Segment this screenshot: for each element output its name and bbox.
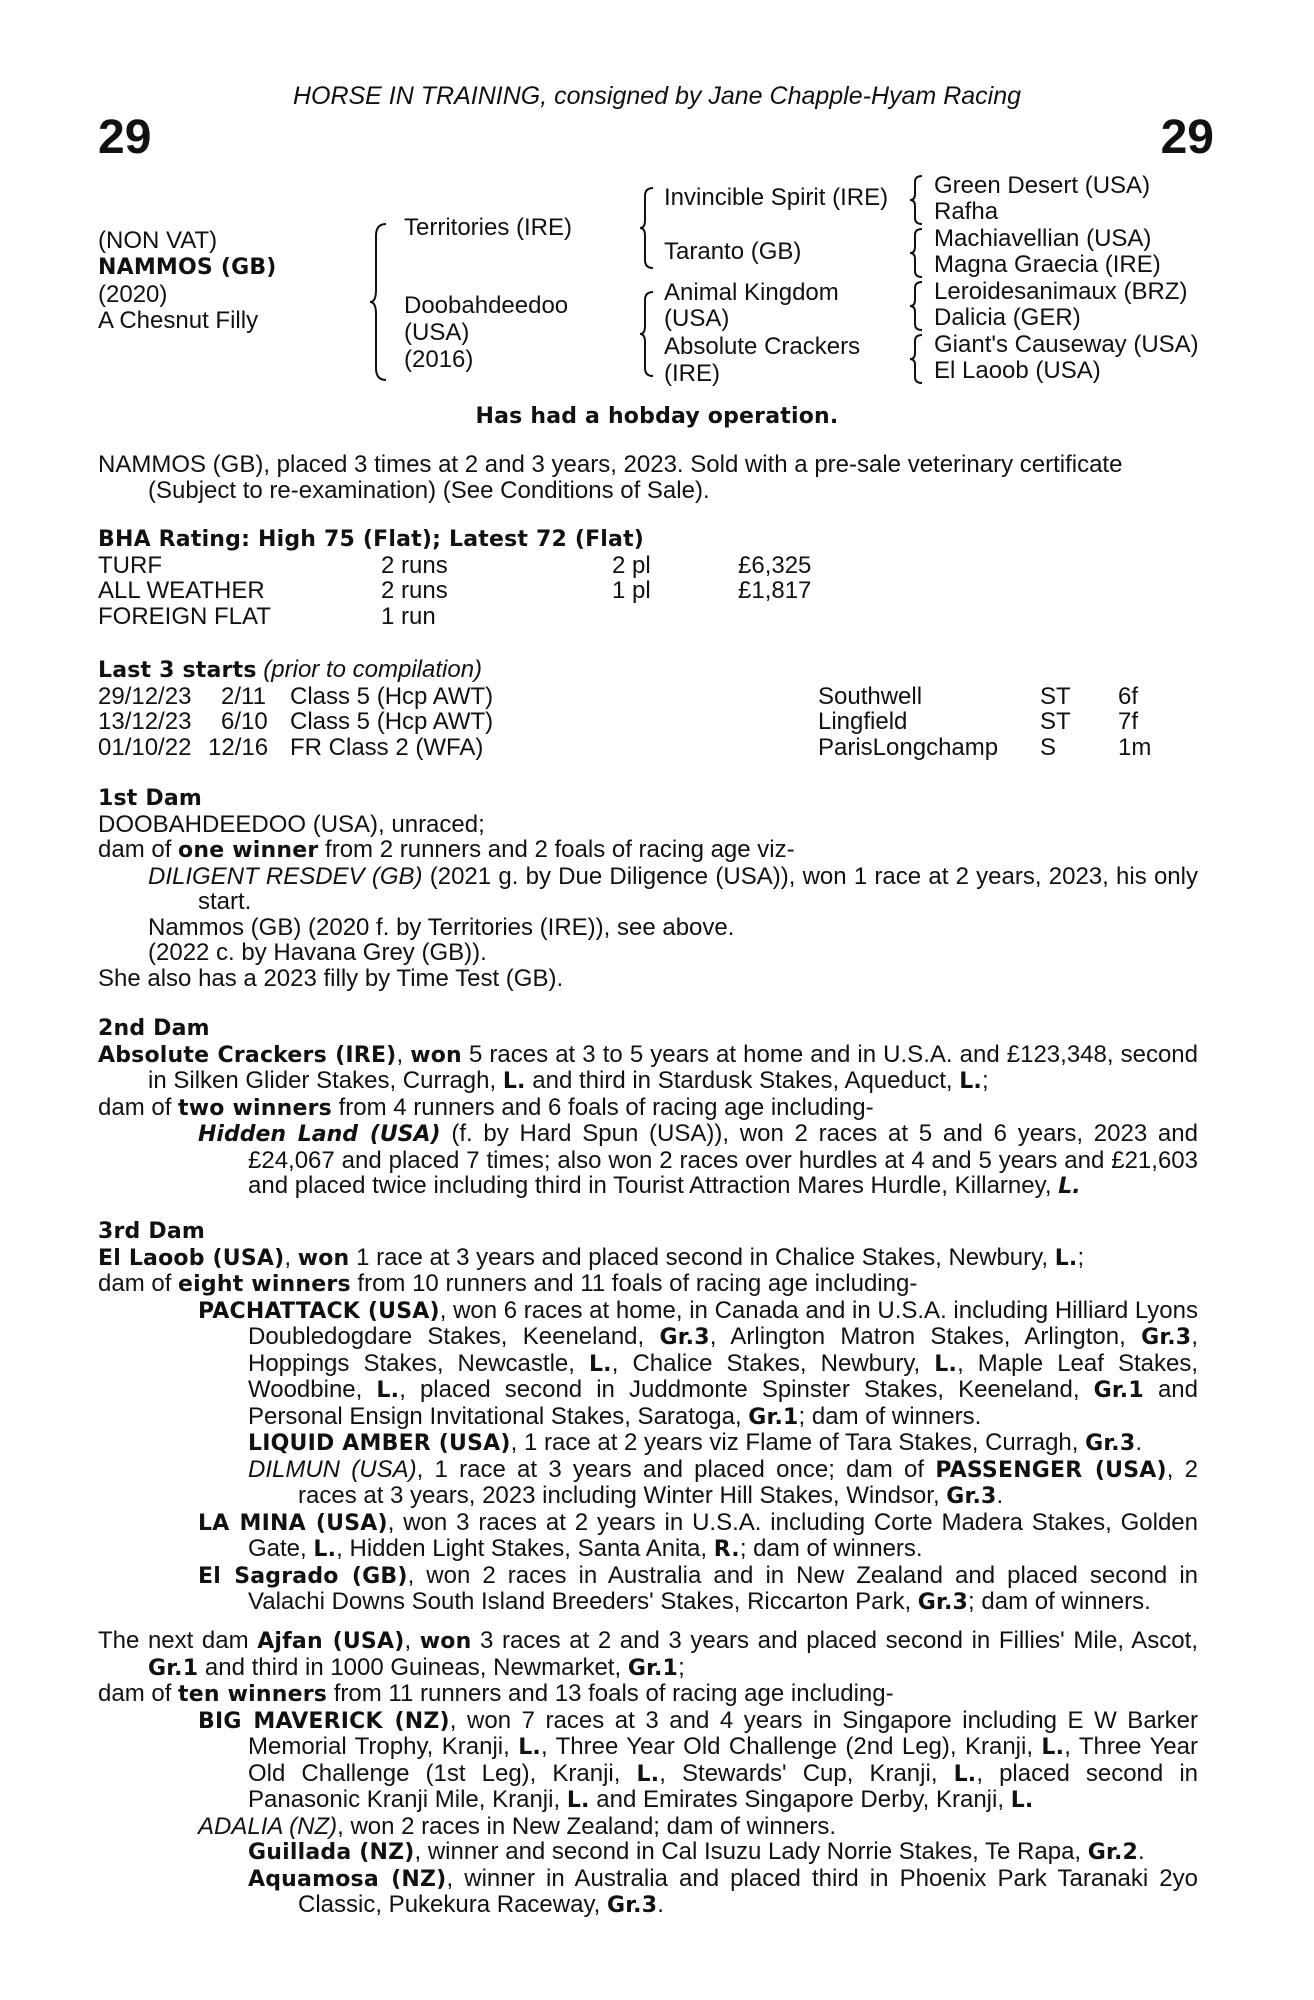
start-row (98, 684, 1198, 710)
text-run: ten winners (178, 1682, 328, 1707)
text-run: PASSENGER (USA) (935, 1457, 1167, 1483)
text-run: eight winners (178, 1272, 351, 1297)
text-run: , winner and second in Cal Isuzu Lady Norrie Stakes, Te Rapa, (414, 1838, 1088, 1865)
pedigree-g3-4: Magna Graecia (IRE) (934, 251, 1161, 278)
text-run: Hidden Land (USA) (198, 1122, 441, 1147)
third-dam-progeny-la-mina (98, 1510, 1198, 1563)
text-run: , (284, 1243, 298, 1271)
first-dam-progeny-1 (98, 864, 1198, 915)
text-run: LA MINA (USA) (198, 1510, 388, 1536)
third-dam-line1 (98, 1245, 1198, 1272)
text-run: , Hoppings Stakes, Newcastle, (248, 1323, 1198, 1377)
text-run: L. (1041, 1735, 1065, 1760)
text-run: , Hidden Light Stakes, Santa Anita, (336, 1535, 714, 1562)
next-dam-grandprogeny-aquamosa (98, 1866, 1198, 1919)
third-dam-line2 (98, 1271, 1198, 1298)
pedigree-g3-3: Machiavellian (USA) (934, 225, 1152, 252)
first-dam-title: 1st Dam (98, 786, 203, 811)
pedigree-dam-dam-line2: (IRE) (664, 360, 720, 387)
text-run: ; dam of winners. (798, 1402, 982, 1430)
pedigree-g3-1: Green Desert (USA) (934, 172, 1151, 199)
third-dam-section (98, 1219, 1198, 1616)
text-run: L. (1054, 1245, 1078, 1271)
text-run: ADALIA (NZ) (198, 1812, 338, 1840)
text-run: Gr.3 (659, 1325, 710, 1350)
text-run: R. (713, 1537, 740, 1562)
start-date: 13/12/23 (98, 708, 192, 735)
text-run: from 2 runners and 2 foals of racing age viz- (318, 836, 795, 863)
text-run: won (297, 1245, 350, 1271)
lot-number-right: 29 (1160, 111, 1214, 164)
start-going: ST (1040, 682, 1071, 710)
third-dam-progeny-pachattack (98, 1298, 1198, 1431)
text-run: The next dam (98, 1627, 258, 1654)
text-run: L. (566, 1788, 590, 1813)
text-run: Gr.1 (1093, 1378, 1144, 1403)
consignment-header: HORSE IN TRAINING, consigned by Jane Chapple-Hyam Racing (292, 82, 1022, 110)
text-run: , placed second in Juddmonte Spinster Stakes, Keeneland, (399, 1376, 1094, 1403)
next-dam-section (98, 1628, 1198, 1919)
text-run: , placed second in Panasonic Kranji Mile, Kranji, (248, 1759, 1199, 1813)
text-run: L. (953, 1761, 977, 1787)
text-run: two winners (178, 1095, 332, 1121)
text-run: Ajfan (USA) (257, 1629, 405, 1654)
brace-g3 (908, 280, 926, 332)
second-dam-line2 (98, 1095, 1198, 1122)
brace-g2 (908, 227, 926, 279)
rating-prize: £6,325 (738, 551, 812, 579)
text-run: (f. by Hard Spun (USA)), won 2 races at 5 and 6 years, 2023 and £24,067 and placed 7 times; also won 2 races over hurdles at 4 and 5 years and £21,603 and placed twice including third in Tourist Attraction Mares Hurdle, Killarney, (248, 1120, 1198, 1199)
start-position: 2/11 (221, 682, 266, 710)
text-run: , Three Year Old Challenge (2nd Leg), Kranji, (540, 1733, 1042, 1760)
last-starts-note: (prior to compilation) (263, 656, 483, 683)
text-run: , won 3 races at 2 years in U.S.A. including Corte Madera Stakes, Golden Gate, (248, 1508, 1198, 1562)
rating-placed: 2 pl (612, 551, 651, 579)
text-run: from 4 runners and 6 foals of racing age including- (331, 1093, 874, 1121)
text-run: PACHATTACK (USA) (198, 1298, 440, 1324)
text-run: Gr.3 (946, 1484, 997, 1509)
start-course: Southwell (818, 682, 923, 710)
text-run: 3 races at 2 and 3 years and placed second in Fillies' Mile, Ascot, (471, 1627, 1198, 1654)
start-class: Class 5 (Hcp AWT) (290, 682, 494, 710)
text-run: , Arlington Matron Stakes, Arlington, (709, 1323, 1142, 1350)
text-run: from 11 runners and 13 foals of racing age including- (327, 1680, 894, 1707)
pedigree-brace-dam-line (638, 290, 658, 378)
text-run: El Laoob (USA) (98, 1245, 285, 1271)
text-run: , winner in Australia and placed third in Phoenix Park Taranaki 2yo Classic, Pukekura Raceway, (298, 1864, 1198, 1918)
rating-surface: FOREIGN FLAT (98, 602, 271, 630)
horse-year: (2020) (98, 281, 168, 308)
horse-name: NAMMOS (GB) (98, 255, 277, 280)
text-run: BIG MAVERICK (NZ) (198, 1708, 450, 1734)
text-run: LIQUID AMBER (USA) (248, 1431, 511, 1456)
text-run: ; (678, 1653, 685, 1681)
pedigree-brace-sire-line (638, 186, 658, 270)
text-run: El Sagrado (GB) (198, 1563, 408, 1589)
second-dam-title: 2nd Dam (98, 1016, 210, 1041)
start-position: 6/10 (221, 708, 268, 735)
start-going: S (1040, 733, 1057, 761)
vat-status: (NON VAT) (98, 227, 218, 254)
start-distance: 1m (1118, 733, 1152, 761)
start-distance: 7f (1118, 708, 1139, 735)
summary-line2: (Subject to re-examination) (See Conditions of Sale). (148, 476, 710, 504)
start-class: Class 5 (Hcp AWT) (290, 708, 494, 735)
pedigree-sire: Territories (IRE) (404, 214, 573, 241)
second-dam-section (98, 1016, 1198, 1200)
pedigree-dam-line1: Doobahdeedoo (404, 292, 569, 319)
text-run: won (419, 1629, 472, 1654)
last-starts-section (98, 657, 1198, 760)
rating-placed: 1 pl (612, 577, 651, 604)
horse-description: A Chesnut Filly (98, 307, 259, 334)
start-class: FR Class 2 (WFA) (290, 733, 484, 761)
hobday-note: Has had a hobday operation. (475, 404, 839, 429)
text-run: L. (518, 1735, 541, 1760)
next-dam-line2 (98, 1681, 1198, 1708)
next-dam-grandprogeny-guillada (98, 1839, 1198, 1866)
start-distance: 6f (1118, 682, 1139, 710)
first-dam-section (98, 786, 1198, 991)
next-dam-line1 (98, 1628, 1198, 1681)
brace-g1 (908, 174, 926, 226)
text-run: , 2 races at 3 years, 2023 including Winter Hill Stakes, Windsor, (298, 1455, 1198, 1509)
text-run: , (404, 1627, 420, 1654)
text-run: . (1135, 1429, 1143, 1456)
first-dam-line3: She also has a 2023 filly by Time Test (GB). (98, 964, 564, 992)
summary-line1: NAMMOS (GB), placed 3 times at 2 and 3 years, 2023. Sold with a pre-sale veterinary certificate (98, 451, 1123, 478)
rating-row (98, 604, 1198, 630)
text-run: . (657, 1891, 664, 1918)
start-row (98, 709, 1198, 735)
text-run: , (396, 1040, 411, 1068)
text-run: L. (588, 1351, 612, 1377)
text-run: and third in 1000 Guineas, Newmarket, (198, 1653, 628, 1681)
text-run: Gr.3 (917, 1590, 969, 1615)
rating-surface: ALL WEATHER (98, 577, 265, 604)
text-run: and Personal Ensign Invitational Stakes, Saratoga, (248, 1376, 1199, 1430)
start-row (98, 735, 1198, 761)
text-run: , won 2 races in New Zealand; dam of winners. (337, 1812, 837, 1840)
pedigree-sire-dam: Taranto (GB) (664, 238, 802, 265)
text-run: Gr.1 (748, 1404, 799, 1430)
pedigree-dam-dam-line1: Absolute Crackers (664, 333, 861, 360)
brace-g4 (908, 333, 926, 385)
text-run: L. (502, 1069, 526, 1094)
text-run: L. (1058, 1174, 1081, 1199)
second-dam-progeny-1 (98, 1121, 1198, 1200)
pedigree-brace-sire-dam (368, 222, 392, 382)
start-course: Lingfield (818, 708, 908, 735)
text-run: Gr.3 (1085, 1431, 1136, 1456)
text-run: ; (981, 1067, 989, 1094)
text-run: , Three Year Old Challenge (1st Leg), Kranji, (248, 1733, 1198, 1787)
rating-prize: £1,817 (738, 577, 812, 604)
text-run: DILIGENT RESDEV (GB) (148, 862, 423, 890)
text-run: , Stewards' Cup, Kranji, (659, 1759, 954, 1787)
text-run: and Emirates Singapore Derby, Kranji, (589, 1786, 1011, 1813)
third-dam-grandprogeny-dilmun (98, 1457, 1198, 1510)
pedigree-g3-7: Giant's Causeway (USA) (934, 331, 1199, 358)
text-run: DILMUN (USA) (248, 1455, 417, 1483)
text-run: , won 6 races at home, in Canada and in U.S.A. including Hilliard Lyons Doubledogdare Stakes, Keeneland, (248, 1296, 1198, 1350)
rating-section (98, 527, 1198, 629)
text-run: . (996, 1482, 1004, 1509)
text-run: , won 7 races at 3 and 4 years in Singapore including E W Barker Memorial Trophy, Kranji, (248, 1706, 1198, 1760)
summary (98, 452, 1198, 503)
text-run: , won 2 races in Australia and in New Zealand and placed second in Valachi Downs South Island Breeders' Stakes, Riccarton Park, (248, 1561, 1198, 1615)
text-run: dam of (98, 1680, 179, 1707)
rating-surface: TURF (98, 551, 162, 579)
text-run: (2021 g. by Due Diligence (USA)), won 1 race at 2 years, 2023, his only start. (198, 862, 1198, 915)
text-run: Aquamosa (NZ) (248, 1866, 447, 1892)
text-run: Gr.3 (607, 1893, 658, 1918)
text-run: Gr.3 (1141, 1325, 1192, 1350)
text-run: ; dam of winners. (739, 1535, 923, 1562)
third-dam-grandprogeny-liquid-amber (98, 1430, 1198, 1457)
next-dam-progeny-big-maverick (98, 1708, 1198, 1814)
rating-title: BHA Rating: High 75 (Flat); Latest 72 (Flat) (98, 527, 645, 552)
start-position: 12/16 (208, 733, 269, 761)
first-dam-line1: DOOBAHDEEDOO (USA), unraced; (98, 810, 485, 838)
last-starts-title: Last 3 starts (98, 658, 257, 683)
start-going: ST (1040, 708, 1071, 735)
text-run: Gr.1 (148, 1655, 199, 1681)
pedigree-g3-2: Rafha (934, 198, 999, 225)
text-run: dam of (98, 1270, 179, 1297)
text-run: Absolute Crackers (IRE) (98, 1042, 397, 1068)
first-dam-progeny-3: (2022 c. by Havana Grey (GB)). (148, 939, 487, 966)
text-run: dam of (98, 836, 179, 863)
pedigree-dam-line2: (USA) (404, 319, 470, 346)
pedigree-g3-8: El Laoob (USA) (934, 357, 1101, 384)
pedigree-g3-5: Leroidesanimaux (BRZ) (934, 278, 1188, 305)
text-run: , 1 race at 2 years viz Flame of Tara Stakes, Curragh, (510, 1429, 1086, 1456)
text-run: one winner (178, 838, 319, 863)
text-run: ; (1077, 1243, 1085, 1271)
text-run: L. (636, 1761, 660, 1787)
text-run: dam of (98, 1093, 179, 1121)
text-run: and third in Stardusk Stakes, Aqueduct, (525, 1067, 960, 1094)
text-run: 5 races at 3 to 5 years at home and in U.S.A. and £123,348, second in Silken Glider Stakes, Curragh, (148, 1040, 1199, 1094)
text-run: won (410, 1042, 462, 1068)
pedigree-dam-sire-line1: Animal Kingdom (664, 279, 839, 306)
text-run: from 10 runners and 11 foals of racing age including- (350, 1270, 918, 1297)
third-dam-title: 3rd Dam (98, 1219, 205, 1244)
rating-row (98, 553, 1198, 579)
start-course: ParisLongchamp (818, 733, 999, 761)
lot-number-left: 29 (98, 111, 152, 164)
text-run: L. (934, 1351, 958, 1377)
text-run: , Chalice Stakes, Newbury, (611, 1349, 935, 1377)
rating-runs: 1 run (381, 602, 436, 630)
text-run: L. (376, 1378, 400, 1403)
pedigree-sire-sire: Invincible Spirit (IRE) (664, 184, 889, 211)
next-dam-progeny-adalia (98, 1814, 1198, 1840)
text-run: , Maple Leaf Stakes, Woodbine, (248, 1349, 1198, 1403)
pedigree-dam-sire-line2: (USA) (664, 305, 730, 332)
rating-runs: 2 runs (381, 551, 448, 579)
text-run: Gr.1 (627, 1655, 679, 1681)
first-dam-progeny-2: Nammos (GB) (2020 f. by Territories (IRE)), see above. (148, 913, 735, 941)
first-dam-line2 (98, 837, 1198, 864)
text-run: Gr.2 (1087, 1840, 1139, 1865)
rating-row (98, 578, 1198, 604)
third-dam-progeny-el-sagrado (98, 1563, 1198, 1616)
pedigree-g3-6: Dalicia (GER) (934, 304, 1081, 331)
start-date: 29/12/23 (98, 682, 192, 710)
text-run: L. (1010, 1788, 1034, 1813)
text-run: L. (313, 1537, 337, 1562)
second-dam-line1 (98, 1042, 1198, 1095)
text-run: 1 race at 3 years and placed second in Chalice Stakes, Newbury, (349, 1243, 1055, 1271)
pedigree-dam-line3: (2016) (404, 346, 474, 373)
text-run: ; dam of winners. (968, 1588, 1151, 1615)
text-run: Guillada (NZ) (248, 1840, 415, 1865)
rating-runs: 2 runs (381, 577, 448, 604)
text-run: . (1138, 1838, 1145, 1865)
text-run: L. (959, 1069, 982, 1094)
start-date: 01/10/22 (98, 733, 192, 761)
text-run: , 1 race at 3 years and placed once; dam of (416, 1455, 936, 1483)
